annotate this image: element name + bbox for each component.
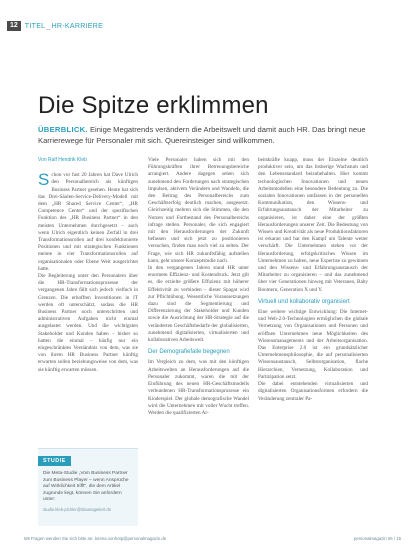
body-paragraph: In den vergangenen Jahren stand HR unter enormem Effizienz- und Kostendruck. Jetzt gilt es, die erzielte größere Effizienz mit höherer Effektivität zu verbinden – dieser Spagat wird zur Pflichtübung. Wesentliche Voraussetzungen dazu sind die Segmentierung und Differenzierung der Stakeholder und Kunden sowie die Ausrichtung der HR-Strategie auf die veränderten Geschäftsbedarfe der globalisierten, zunehmend digitalisierten, virtualisierten und kollaborativen Arbeitswelt.	[148, 265, 249, 344]
page-header	[7, 20, 103, 32]
page-number: 12	[7, 21, 21, 31]
section-title: TITEL	[24, 22, 46, 30]
body-paragraph: chon vor fast 20 Jahren hat Dave Ulrich den Personalbereich als künftigen Business Partner gesehen. Heute hat sich das Drei-Säulen-Service-Delivery-Modell mit dem „HR Shared Service Center“, „HR Competence Center“ und der spezifischen Funktion des „HR Business Partner“ in den meisten Unternehmen durchgesetzt – auch wenn Ulrich eigentlich keinen Zerfall in drei Transformationsrollen auf drei konfektionierte Positionen und mit strategischen Funktionen meinte in vier Transformationsrollen auf organisationalen oder Ebene Weit ausgerichtet hatte.	[38, 172, 138, 272]
article-lead	[38, 124, 383, 146]
body-paragraph: Im Vergleich zu dem, was mit den künftigen Arbeitswelten an Herausforderungen auf die Personaler zukommt, waren die mit der Einführung des neuen HR-Geschäftsmodells verbundenen HR-Transformationsprozesse ein Kinderspiel. Der globale demografische Wandel wird die Unternehmen mit voller Wucht treffen. Werden die qualifizierten Ar-	[148, 359, 249, 416]
section-subheading: Der Demografiefalle begegnen	[148, 349, 230, 356]
body-paragraph: Viele Personaler haben sich mit den Führungskräften ihrer Betreuungsbereiche arrangiert. Andere dagegen sehen sich zunehmend den Forderungen nach strategischen Impulsen, aktivem Verändern und Wandeln, die den Beitrag des Personalbereichs zum Geschäftserfolg deutlich machen, ausgesetzt. Gleichzeitig mehren sich die Stimmen, die den Nutzen und Fortbestand des Personalbereichs infrage stellen. Personaler, die sich engagiert mit den Herausforderungen der Zukunft befassen und sich jetzt zu positionieren versuchen, finden man noch viel zu selten. Der Frage, wie sich HR zukunftsfähig aufstellen kann, geht unsere Konzeptstudie nach.	[148, 157, 249, 264]
author-byline: Von Ralf Hendrik Kleb	[38, 157, 87, 163]
study-box-title: STUDIE	[38, 456, 71, 466]
drop-cap: S	[38, 170, 50, 190]
footer-issue: personalmagazin 06 / 15	[353, 536, 401, 541]
body-paragraph: Die Begleiterung unter den Personalern über die HR-Transformationsprozesse der vergangenen Jahre fällt sich jedoch vielfach in Grenzen. Die erhofften Investitionen in IT werden oft unterschätzt, sodass die HR Business Partner noch unterschritten und administrativen Aufgaben nicht einmal ausgelastet werden. Und die wichtigsten Stakeholder und Kunden haben – bisher so hatten die einmal – häufig nur ein eingeschränktes Verständnis von dem, was sie von ihrem HR Business Partner künftig erwarten sollen beziehungsweise von dem, was sie künftig erwarten müssen.	[38, 273, 138, 373]
section-separator: _	[46, 22, 51, 30]
body-paragraph: Eine weitere wichtige Entwicklung: Die Internet- und Web-2.0-Technologien ermöglichen die globale Vernetzung von Organisationen und Personen und eröffnen Unternehmen neue Möglichkeiten des Wissensmanagements und der Arbeitsorganisation. Das Enterprise 2.0 ist ein grundsätzlicher Unternehmensphilosophie, die auf personalisierten Wissensaustausch, Selbstorganisation, flache Hierarchien, Vernetzung, Kollaboration und Partizipation setzt.	[258, 309, 368, 380]
section-label	[25, 23, 103, 30]
study-email-link[interactable]: studie.kleb-pichler@sbamagetiert.de	[43, 506, 112, 512]
section-subheading: Virtuell und kollaborativ organisiert	[258, 298, 350, 305]
study-info-box	[38, 448, 138, 526]
text-column-2	[148, 157, 249, 417]
lead-label: ÜBERBLICK.	[38, 125, 88, 134]
text-column-1	[38, 157, 138, 374]
study-box-text: Die Meta-Studie „Vom Business Partner zum Business Player – wenn Ansprüche auf Wirklichkeit trifft“, die dem Artikel zugrunde liegt, können Sie anfordern unter:	[43, 471, 129, 503]
subsection-title: HR-KARRIERE	[51, 22, 104, 30]
lead-text: Einige Megatrends verändern die Arbeitswelt und damit auch HR. Das bringt neue Karrierewege für Personaler mit sich. Quereinsteiger sind willkommen.	[38, 125, 366, 145]
footer-contact: Mit Fragen wenden Sie sich bitte an: lorena.vonhotp@personalmagazin.de	[24, 536, 167, 541]
body-paragraph: Die dabei entstehenden virtualisierten und digitalisierten Organisationsformen erfordern die Veränderung zentraler Pa-	[258, 381, 368, 402]
text-column-3	[258, 157, 368, 403]
body-paragraph: beitskräfte knapp, muss der Einzelne deutlich produktiver sein, um das bisherige Wachstum und den Lebensstandard beizubehalten. Hier kommt technologischen Innovationen und neuen Arbeitsmodellen eine besondere Bedeutung zu. Die sozialen Innovationen umfassen in der personellen Kommunikation, den Wissens- und Erfahrungsaustausch der Mitarbeiter zu organisieren, ist daher eine der größten Herausforderungen unserer Zeit. Die Bedeutung von Wissen und Kreativität als neue Produktionsfaktoren ist erkannt und hat den Kampf um Talente weiter verschärft. Die Unternehmen stehen vor der Herausforderung, erfolgskritisches Wissen im Unternehmen zu halten, neue Expertise zu gewinnen und den Wissens- und Erfahrungsaustausch der Mitarbeiter zu organisieren – und das zunehmend über vier Generationen hinweg mit Veteranen, Baby Boomern, Generation X und Y.	[258, 157, 368, 293]
article-headline: Die Spitze erklimmen	[38, 92, 269, 119]
